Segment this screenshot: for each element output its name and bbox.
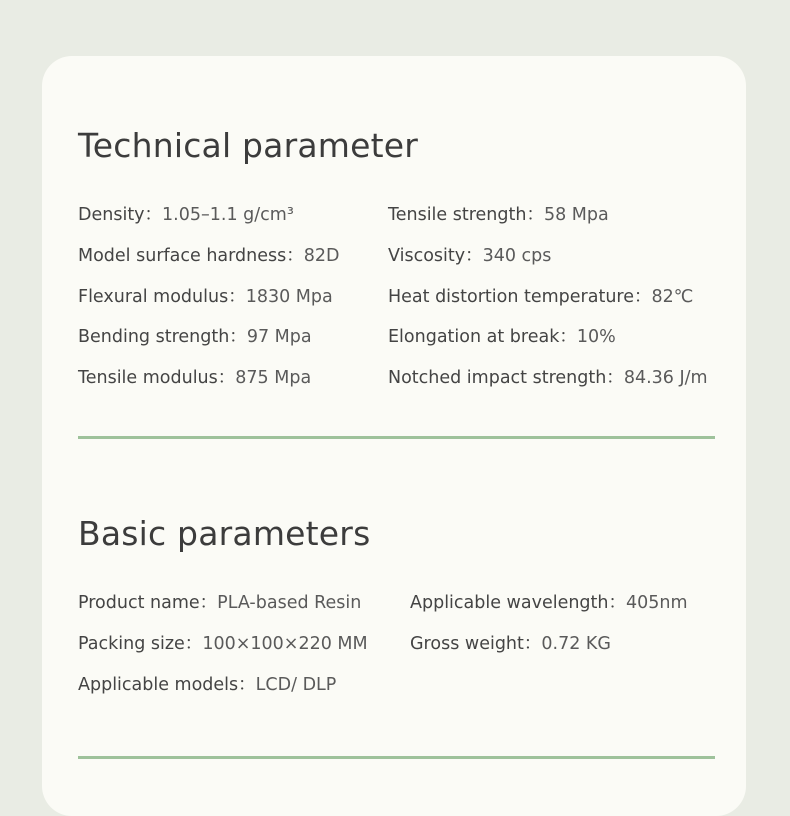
param-value: 97 Mpa — [246, 327, 312, 347]
param-label: Heat distortion temperature： — [388, 287, 652, 307]
param-label: Model surface hardness： — [78, 246, 304, 266]
param-density — [78, 204, 294, 226]
param-tensile-modulus — [78, 367, 311, 389]
param-value: 100×100×220 MM — [202, 634, 368, 654]
param-value: PLA-based Resin — [217, 593, 362, 613]
param-value: 1.05–1.1 g/cm³ — [162, 205, 294, 225]
param-label: Tensile modulus： — [78, 368, 236, 388]
param-heat-distortion — [388, 286, 693, 308]
param-value: 875 Mpa — [235, 368, 312, 388]
param-product-name — [78, 592, 361, 614]
param-value: 10% — [576, 327, 616, 347]
technical-parameter-title: Technical parameter — [78, 126, 419, 165]
param-label: Gross weight： — [410, 634, 542, 654]
param-value: 82℃ — [651, 287, 694, 307]
param-value: 82D — [303, 246, 340, 266]
param-label: Elongation at break： — [388, 327, 577, 347]
param-bending-strength — [78, 326, 312, 348]
param-label: Applicable wavelength： — [410, 593, 626, 613]
param-surface-hardness — [78, 245, 340, 267]
parameters-card — [42, 56, 746, 816]
param-label: Product name： — [78, 593, 218, 613]
param-packing-size — [78, 633, 368, 655]
param-value: LCD/ DLP — [255, 675, 337, 695]
param-flexural-modulus — [78, 286, 333, 308]
param-label: Viscosity： — [388, 246, 483, 266]
param-value: 405nm — [626, 593, 688, 613]
param-label: Bending strength： — [78, 327, 247, 347]
param-label: Flexural modulus： — [78, 287, 246, 307]
param-value: 1830 Mpa — [245, 287, 333, 307]
param-value: 58 Mpa — [543, 205, 609, 225]
section-divider — [78, 756, 715, 759]
section-divider — [78, 436, 715, 439]
param-elongation — [388, 326, 616, 348]
param-label: Packing size： — [78, 634, 203, 654]
param-applicable-models — [78, 674, 336, 696]
param-tensile-strength — [388, 204, 609, 226]
param-value: 84.36 J/m — [623, 368, 708, 388]
param-label: Density： — [78, 205, 163, 225]
param-label: Tensile strength： — [388, 205, 544, 225]
param-notched-impact — [388, 367, 708, 389]
param-label: Notched impact strength： — [388, 368, 624, 388]
param-value: 340 cps — [482, 246, 552, 266]
param-viscosity — [388, 245, 551, 267]
basic-parameters-title: Basic parameters — [78, 514, 371, 553]
param-label: Applicable models： — [78, 675, 256, 695]
param-gross-weight — [410, 633, 611, 655]
param-applicable-wavelength — [410, 592, 688, 614]
param-value: 0.72 KG — [541, 634, 611, 654]
